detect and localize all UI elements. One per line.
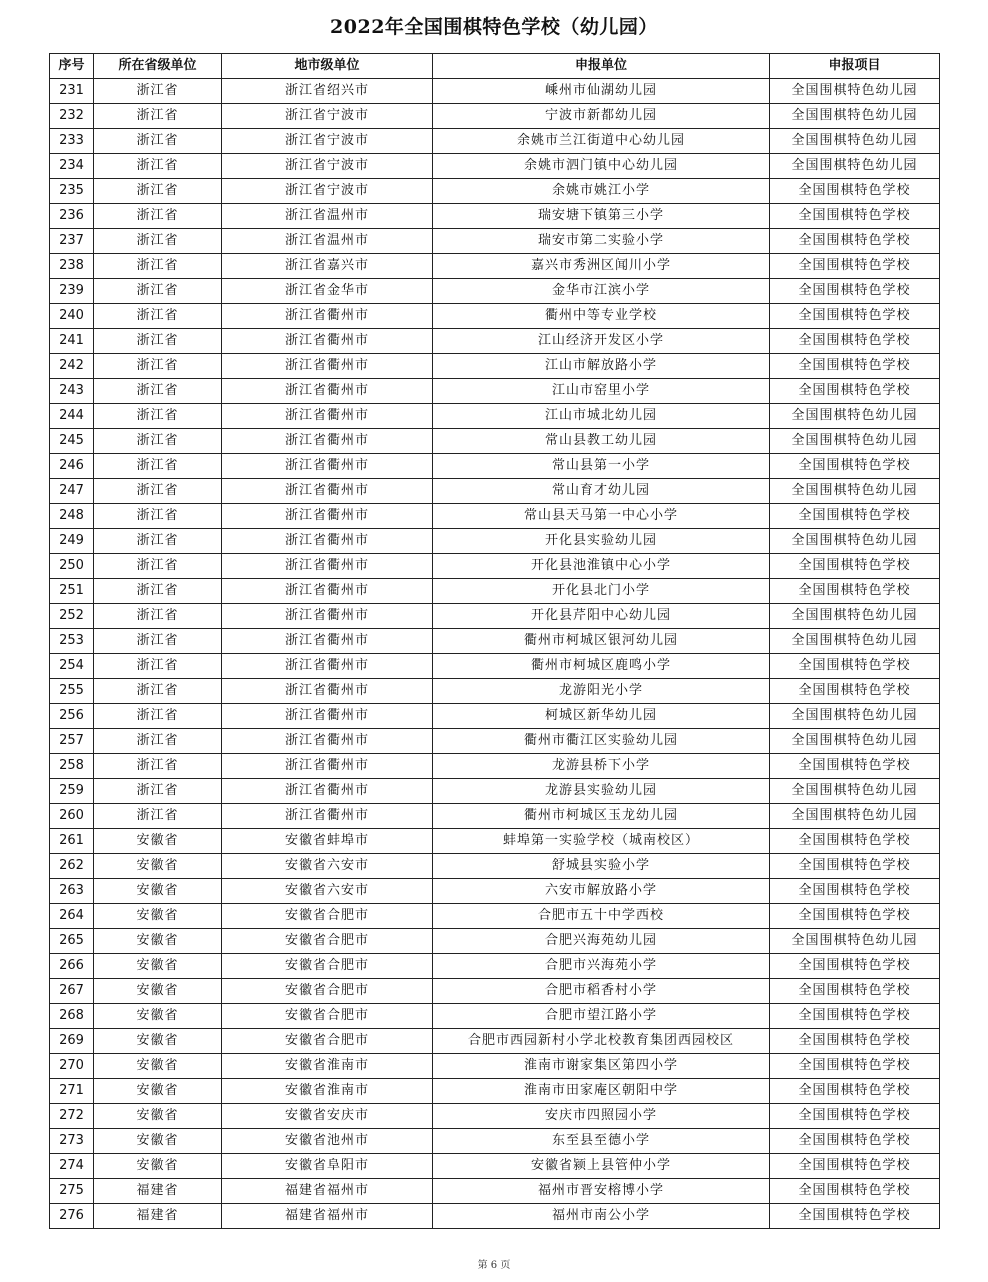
cell-province: 浙江省 bbox=[94, 379, 222, 404]
cell-applicant: 柯城区新华幼儿园 bbox=[433, 704, 770, 729]
cell-project: 全国围棋特色学校 bbox=[770, 329, 940, 354]
cell-applicant: 合肥市西园新村小学北校教育集团西园校区 bbox=[433, 1029, 770, 1054]
cell-project: 全国围棋特色学校 bbox=[770, 229, 940, 254]
cell-applicant: 余姚市兰江街道中心幼儿园 bbox=[433, 129, 770, 154]
cell-serial: 257 bbox=[50, 729, 94, 754]
cell-applicant: 常山育才幼儿园 bbox=[433, 479, 770, 504]
table-row bbox=[50, 504, 940, 529]
cell-applicant: 常山县第一小学 bbox=[433, 454, 770, 479]
cell-serial: 237 bbox=[50, 229, 94, 254]
table-row bbox=[50, 154, 940, 179]
table-row bbox=[50, 1104, 940, 1129]
cell-applicant: 金华市江滨小学 bbox=[433, 279, 770, 304]
cell-project: 全国围棋特色学校 bbox=[770, 1154, 940, 1179]
cell-serial: 240 bbox=[50, 304, 94, 329]
cell-project: 全国围棋特色幼儿园 bbox=[770, 429, 940, 454]
cell-applicant: 合肥市望江路小学 bbox=[433, 1004, 770, 1029]
table-row bbox=[50, 129, 940, 154]
cell-serial: 235 bbox=[50, 179, 94, 204]
cell-province: 浙江省 bbox=[94, 654, 222, 679]
cell-applicant: 安庆市四照园小学 bbox=[433, 1104, 770, 1129]
cell-project: 全国围棋特色学校 bbox=[770, 279, 940, 304]
cell-city: 安徽省合肥市 bbox=[222, 954, 433, 979]
table-row bbox=[50, 829, 940, 854]
cell-project: 全国围棋特色学校 bbox=[770, 829, 940, 854]
table-row bbox=[50, 904, 940, 929]
cell-serial: 232 bbox=[50, 104, 94, 129]
cell-serial: 256 bbox=[50, 704, 94, 729]
cell-project: 全国围棋特色学校 bbox=[770, 1104, 940, 1129]
table-row bbox=[50, 1179, 940, 1204]
cell-city: 浙江省衢州市 bbox=[222, 329, 433, 354]
cell-applicant: 龙游阳光小学 bbox=[433, 679, 770, 704]
cell-city: 浙江省衢州市 bbox=[222, 354, 433, 379]
cell-province: 浙江省 bbox=[94, 629, 222, 654]
cell-serial: 261 bbox=[50, 829, 94, 854]
cell-serial: 272 bbox=[50, 1104, 94, 1129]
cell-city: 浙江省衢州市 bbox=[222, 529, 433, 554]
table-row bbox=[50, 679, 940, 704]
cell-applicant: 开化县实验幼儿园 bbox=[433, 529, 770, 554]
cell-project: 全国围棋特色学校 bbox=[770, 379, 940, 404]
cell-applicant: 江山经济开发区小学 bbox=[433, 329, 770, 354]
table-row bbox=[50, 104, 940, 129]
cell-province: 浙江省 bbox=[94, 129, 222, 154]
cell-serial: 266 bbox=[50, 954, 94, 979]
cell-applicant: 衢州市柯城区银河幼儿园 bbox=[433, 629, 770, 654]
cell-serial: 245 bbox=[50, 429, 94, 454]
cell-province: 浙江省 bbox=[94, 404, 222, 429]
cell-applicant: 常山县教工幼儿园 bbox=[433, 429, 770, 454]
cell-project: 全国围棋特色学校 bbox=[770, 1029, 940, 1054]
cell-city: 安徽省合肥市 bbox=[222, 1004, 433, 1029]
cell-city: 浙江省宁波市 bbox=[222, 179, 433, 204]
cell-serial: 274 bbox=[50, 1154, 94, 1179]
cell-city: 福建省福州市 bbox=[222, 1204, 433, 1229]
cell-city: 安徽省六安市 bbox=[222, 854, 433, 879]
table-row bbox=[50, 879, 940, 904]
cell-city: 浙江省衢州市 bbox=[222, 754, 433, 779]
header-serial: 序号 bbox=[50, 54, 94, 79]
cell-city: 浙江省宁波市 bbox=[222, 104, 433, 129]
cell-applicant: 舒城县实验小学 bbox=[433, 854, 770, 879]
cell-project: 全国围棋特色学校 bbox=[770, 654, 940, 679]
cell-province: 浙江省 bbox=[94, 179, 222, 204]
cell-serial: 259 bbox=[50, 779, 94, 804]
cell-province: 浙江省 bbox=[94, 479, 222, 504]
cell-project: 全国围棋特色学校 bbox=[770, 1129, 940, 1154]
cell-city: 浙江省衢州市 bbox=[222, 679, 433, 704]
cell-project: 全国围棋特色学校 bbox=[770, 1204, 940, 1229]
cell-project: 全国围棋特色学校 bbox=[770, 904, 940, 929]
header-province: 所在省级单位 bbox=[94, 54, 222, 79]
cell-project: 全国围棋特色幼儿园 bbox=[770, 129, 940, 154]
cell-project: 全国围棋特色幼儿园 bbox=[770, 704, 940, 729]
school-list-table bbox=[49, 53, 940, 1229]
cell-applicant: 常山县天马第一中心小学 bbox=[433, 504, 770, 529]
cell-project: 全国围棋特色幼儿园 bbox=[770, 79, 940, 104]
cell-serial: 276 bbox=[50, 1204, 94, 1229]
cell-city: 浙江省衢州市 bbox=[222, 479, 433, 504]
cell-applicant: 六安市解放路小学 bbox=[433, 879, 770, 904]
table-row bbox=[50, 304, 940, 329]
cell-city: 浙江省宁波市 bbox=[222, 154, 433, 179]
cell-serial: 238 bbox=[50, 254, 94, 279]
cell-city: 浙江省绍兴市 bbox=[222, 79, 433, 104]
cell-applicant: 龙游县实验幼儿园 bbox=[433, 779, 770, 804]
cell-project: 全国围棋特色学校 bbox=[770, 179, 940, 204]
cell-applicant: 江山市城北幼儿园 bbox=[433, 404, 770, 429]
cell-serial: 234 bbox=[50, 154, 94, 179]
cell-serial: 275 bbox=[50, 1179, 94, 1204]
cell-province: 浙江省 bbox=[94, 779, 222, 804]
cell-applicant: 福州市晋安榕博小学 bbox=[433, 1179, 770, 1204]
table-row bbox=[50, 604, 940, 629]
cell-project: 全国围棋特色学校 bbox=[770, 1004, 940, 1029]
cell-province: 安徽省 bbox=[94, 904, 222, 929]
cell-project: 全国围棋特色学校 bbox=[770, 304, 940, 329]
cell-city: 浙江省衢州市 bbox=[222, 379, 433, 404]
cell-project: 全国围棋特色幼儿园 bbox=[770, 729, 940, 754]
cell-project: 全国围棋特色学校 bbox=[770, 354, 940, 379]
cell-province: 安徽省 bbox=[94, 1104, 222, 1129]
cell-applicant: 嘉兴市秀洲区闻川小学 bbox=[433, 254, 770, 279]
cell-province: 浙江省 bbox=[94, 679, 222, 704]
cell-city: 安徽省六安市 bbox=[222, 879, 433, 904]
table-row bbox=[50, 329, 940, 354]
cell-serial: 273 bbox=[50, 1129, 94, 1154]
cell-serial: 243 bbox=[50, 379, 94, 404]
header-city: 地市级单位 bbox=[222, 54, 433, 79]
cell-city: 安徽省安庆市 bbox=[222, 1104, 433, 1129]
cell-project: 全国围棋特色幼儿园 bbox=[770, 929, 940, 954]
cell-applicant: 蚌埠第一实验学校（城南校区） bbox=[433, 829, 770, 854]
table-row bbox=[50, 654, 940, 679]
cell-project: 全国围棋特色学校 bbox=[770, 1054, 940, 1079]
page-title: 2022年全国围棋特色学校（幼儿园） bbox=[330, 16, 658, 38]
cell-city: 安徽省合肥市 bbox=[222, 1029, 433, 1054]
cell-project: 全国围棋特色幼儿园 bbox=[770, 479, 940, 504]
table-header-row bbox=[50, 54, 940, 79]
header-project: 申报项目 bbox=[770, 54, 940, 79]
cell-city: 浙江省衢州市 bbox=[222, 304, 433, 329]
table-row bbox=[50, 979, 940, 1004]
cell-applicant: 衢州市柯城区鹿鸣小学 bbox=[433, 654, 770, 679]
cell-applicant: 合肥市稻香村小学 bbox=[433, 979, 770, 1004]
cell-province: 安徽省 bbox=[94, 1129, 222, 1154]
cell-applicant: 合肥兴海苑幼儿园 bbox=[433, 929, 770, 954]
cell-project: 全国围棋特色幼儿园 bbox=[770, 404, 940, 429]
cell-province: 浙江省 bbox=[94, 104, 222, 129]
cell-city: 浙江省衢州市 bbox=[222, 429, 433, 454]
table-row bbox=[50, 404, 940, 429]
cell-project: 全国围棋特色学校 bbox=[770, 504, 940, 529]
cell-project: 全国围棋特色学校 bbox=[770, 879, 940, 904]
table-body bbox=[50, 79, 940, 1229]
cell-project: 全国围棋特色学校 bbox=[770, 954, 940, 979]
table-row bbox=[50, 629, 940, 654]
cell-province: 安徽省 bbox=[94, 1004, 222, 1029]
cell-city: 浙江省衢州市 bbox=[222, 579, 433, 604]
cell-province: 浙江省 bbox=[94, 804, 222, 829]
table-row bbox=[50, 429, 940, 454]
cell-applicant: 衢州市衢江区实验幼儿园 bbox=[433, 729, 770, 754]
cell-serial: 267 bbox=[50, 979, 94, 1004]
cell-city: 安徽省池州市 bbox=[222, 1129, 433, 1154]
table-row bbox=[50, 704, 940, 729]
table-row bbox=[50, 529, 940, 554]
cell-province: 浙江省 bbox=[94, 204, 222, 229]
cell-city: 浙江省温州市 bbox=[222, 229, 433, 254]
cell-project: 全国围棋特色学校 bbox=[770, 254, 940, 279]
cell-serial: 247 bbox=[50, 479, 94, 504]
cell-city: 安徽省合肥市 bbox=[222, 979, 433, 1004]
cell-applicant: 淮南市田家庵区朝阳中学 bbox=[433, 1079, 770, 1104]
cell-city: 浙江省衢州市 bbox=[222, 504, 433, 529]
cell-province: 浙江省 bbox=[94, 579, 222, 604]
cell-serial: 248 bbox=[50, 504, 94, 529]
cell-serial: 254 bbox=[50, 654, 94, 679]
cell-serial: 269 bbox=[50, 1029, 94, 1054]
table-row bbox=[50, 354, 940, 379]
cell-project: 全国围棋特色学校 bbox=[770, 854, 940, 879]
table-row bbox=[50, 379, 940, 404]
cell-applicant: 余姚市泗门镇中心幼儿园 bbox=[433, 154, 770, 179]
cell-city: 福建省福州市 bbox=[222, 1179, 433, 1204]
cell-serial: 262 bbox=[50, 854, 94, 879]
cell-city: 浙江省衢州市 bbox=[222, 604, 433, 629]
table-row bbox=[50, 1204, 940, 1229]
cell-applicant: 东至县至德小学 bbox=[433, 1129, 770, 1154]
table-row bbox=[50, 1029, 940, 1054]
cell-city: 安徽省淮南市 bbox=[222, 1079, 433, 1104]
table-row bbox=[50, 854, 940, 879]
cell-applicant: 嵊州市仙湖幼儿园 bbox=[433, 79, 770, 104]
cell-applicant: 余姚市姚江小学 bbox=[433, 179, 770, 204]
cell-applicant: 福州市南公小学 bbox=[433, 1204, 770, 1229]
cell-city: 浙江省金华市 bbox=[222, 279, 433, 304]
cell-applicant: 瑞安塘下镇第三小学 bbox=[433, 204, 770, 229]
cell-province: 浙江省 bbox=[94, 554, 222, 579]
cell-serial: 260 bbox=[50, 804, 94, 829]
cell-province: 福建省 bbox=[94, 1204, 222, 1229]
table-row bbox=[50, 554, 940, 579]
cell-project: 全国围棋特色学校 bbox=[770, 454, 940, 479]
cell-province: 浙江省 bbox=[94, 729, 222, 754]
cell-province: 浙江省 bbox=[94, 504, 222, 529]
cell-applicant: 开化县芹阳中心幼儿园 bbox=[433, 604, 770, 629]
cell-applicant: 开化县池淮镇中心小学 bbox=[433, 554, 770, 579]
cell-applicant: 龙游县桥下小学 bbox=[433, 754, 770, 779]
cell-applicant: 瑞安市第二实验小学 bbox=[433, 229, 770, 254]
cell-project: 全国围棋特色幼儿园 bbox=[770, 529, 940, 554]
cell-province: 浙江省 bbox=[94, 254, 222, 279]
table-row bbox=[50, 204, 940, 229]
cell-city: 安徽省合肥市 bbox=[222, 904, 433, 929]
table-row bbox=[50, 1004, 940, 1029]
cell-serial: 270 bbox=[50, 1054, 94, 1079]
page-number: 第 6 页 bbox=[477, 1260, 511, 1271]
cell-serial: 252 bbox=[50, 604, 94, 629]
cell-province: 浙江省 bbox=[94, 604, 222, 629]
cell-applicant: 合肥市兴海苑小学 bbox=[433, 954, 770, 979]
cell-serial: 241 bbox=[50, 329, 94, 354]
cell-city: 安徽省蚌埠市 bbox=[222, 829, 433, 854]
cell-project: 全国围棋特色学校 bbox=[770, 554, 940, 579]
table-row bbox=[50, 929, 940, 954]
cell-city: 安徽省合肥市 bbox=[222, 929, 433, 954]
cell-applicant: 衢州中等专业学校 bbox=[433, 304, 770, 329]
cell-applicant: 江山市窑里小学 bbox=[433, 379, 770, 404]
cell-serial: 239 bbox=[50, 279, 94, 304]
cell-project: 全国围棋特色学校 bbox=[770, 679, 940, 704]
cell-applicant: 安徽省颍上县管仲小学 bbox=[433, 1154, 770, 1179]
cell-serial: 244 bbox=[50, 404, 94, 429]
cell-city: 浙江省温州市 bbox=[222, 204, 433, 229]
cell-applicant: 淮南市谢家集区第四小学 bbox=[433, 1054, 770, 1079]
cell-province: 浙江省 bbox=[94, 704, 222, 729]
cell-serial: 253 bbox=[50, 629, 94, 654]
cell-city: 浙江省衢州市 bbox=[222, 779, 433, 804]
cell-project: 全国围棋特色幼儿园 bbox=[770, 104, 940, 129]
cell-province: 浙江省 bbox=[94, 79, 222, 104]
table-row bbox=[50, 1154, 940, 1179]
cell-province: 浙江省 bbox=[94, 754, 222, 779]
cell-city: 浙江省衢州市 bbox=[222, 654, 433, 679]
cell-province: 浙江省 bbox=[94, 329, 222, 354]
cell-serial: 258 bbox=[50, 754, 94, 779]
cell-city: 浙江省衢州市 bbox=[222, 554, 433, 579]
cell-province: 浙江省 bbox=[94, 454, 222, 479]
cell-serial: 265 bbox=[50, 929, 94, 954]
cell-project: 全国围棋特色幼儿园 bbox=[770, 804, 940, 829]
table-row bbox=[50, 454, 940, 479]
cell-serial: 233 bbox=[50, 129, 94, 154]
table-row bbox=[50, 179, 940, 204]
cell-province: 安徽省 bbox=[94, 929, 222, 954]
cell-city: 安徽省阜阳市 bbox=[222, 1154, 433, 1179]
header-applicant: 申报单位 bbox=[433, 54, 770, 79]
cell-province: 安徽省 bbox=[94, 1054, 222, 1079]
table-row bbox=[50, 1129, 940, 1154]
cell-serial: 251 bbox=[50, 579, 94, 604]
cell-serial: 242 bbox=[50, 354, 94, 379]
cell-serial: 255 bbox=[50, 679, 94, 704]
table-row bbox=[50, 1054, 940, 1079]
table-row bbox=[50, 729, 940, 754]
table-row bbox=[50, 79, 940, 104]
cell-province: 安徽省 bbox=[94, 829, 222, 854]
cell-city: 浙江省衢州市 bbox=[222, 704, 433, 729]
cell-province: 安徽省 bbox=[94, 979, 222, 1004]
cell-province: 安徽省 bbox=[94, 879, 222, 904]
cell-province: 安徽省 bbox=[94, 954, 222, 979]
cell-applicant: 衢州市柯城区玉龙幼儿园 bbox=[433, 804, 770, 829]
cell-serial: 249 bbox=[50, 529, 94, 554]
cell-serial: 236 bbox=[50, 204, 94, 229]
cell-city: 浙江省衢州市 bbox=[222, 454, 433, 479]
cell-province: 浙江省 bbox=[94, 279, 222, 304]
table-row bbox=[50, 279, 940, 304]
cell-province: 浙江省 bbox=[94, 429, 222, 454]
cell-city: 浙江省衢州市 bbox=[222, 404, 433, 429]
table-row bbox=[50, 479, 940, 504]
cell-project: 全国围棋特色幼儿园 bbox=[770, 604, 940, 629]
cell-serial: 231 bbox=[50, 79, 94, 104]
cell-province: 安徽省 bbox=[94, 1079, 222, 1104]
cell-serial: 246 bbox=[50, 454, 94, 479]
cell-applicant: 合肥市五十中学西校 bbox=[433, 904, 770, 929]
table-row bbox=[50, 954, 940, 979]
cell-city: 浙江省衢州市 bbox=[222, 729, 433, 754]
cell-city: 浙江省衢州市 bbox=[222, 629, 433, 654]
table-row bbox=[50, 1079, 940, 1104]
cell-applicant: 宁波市新都幼儿园 bbox=[433, 104, 770, 129]
cell-province: 安徽省 bbox=[94, 854, 222, 879]
cell-project: 全国围棋特色幼儿园 bbox=[770, 154, 940, 179]
cell-serial: 263 bbox=[50, 879, 94, 904]
table-row bbox=[50, 254, 940, 279]
cell-province: 浙江省 bbox=[94, 354, 222, 379]
table-row bbox=[50, 579, 940, 604]
cell-province: 安徽省 bbox=[94, 1029, 222, 1054]
cell-project: 全国围棋特色学校 bbox=[770, 979, 940, 1004]
cell-city: 安徽省淮南市 bbox=[222, 1054, 433, 1079]
cell-project: 全国围棋特色学校 bbox=[770, 579, 940, 604]
cell-province: 浙江省 bbox=[94, 529, 222, 554]
cell-province: 安徽省 bbox=[94, 1154, 222, 1179]
cell-province: 福建省 bbox=[94, 1179, 222, 1204]
cell-applicant: 开化县北门小学 bbox=[433, 579, 770, 604]
cell-province: 浙江省 bbox=[94, 304, 222, 329]
cell-province: 浙江省 bbox=[94, 229, 222, 254]
cell-city: 浙江省嘉兴市 bbox=[222, 254, 433, 279]
cell-project: 全国围棋特色学校 bbox=[770, 1179, 940, 1204]
cell-city: 浙江省衢州市 bbox=[222, 804, 433, 829]
cell-province: 浙江省 bbox=[94, 154, 222, 179]
cell-serial: 268 bbox=[50, 1004, 94, 1029]
cell-project: 全国围棋特色学校 bbox=[770, 204, 940, 229]
cell-applicant: 江山市解放路小学 bbox=[433, 354, 770, 379]
table-row bbox=[50, 229, 940, 254]
cell-serial: 271 bbox=[50, 1079, 94, 1104]
cell-project: 全国围棋特色学校 bbox=[770, 754, 940, 779]
cell-project: 全国围棋特色幼儿园 bbox=[770, 779, 940, 804]
table-row bbox=[50, 779, 940, 804]
cell-project: 全国围棋特色学校 bbox=[770, 1079, 940, 1104]
cell-city: 浙江省宁波市 bbox=[222, 129, 433, 154]
cell-serial: 264 bbox=[50, 904, 94, 929]
cell-serial: 250 bbox=[50, 554, 94, 579]
table-row bbox=[50, 804, 940, 829]
table-row bbox=[50, 754, 940, 779]
cell-project: 全国围棋特色幼儿园 bbox=[770, 629, 940, 654]
